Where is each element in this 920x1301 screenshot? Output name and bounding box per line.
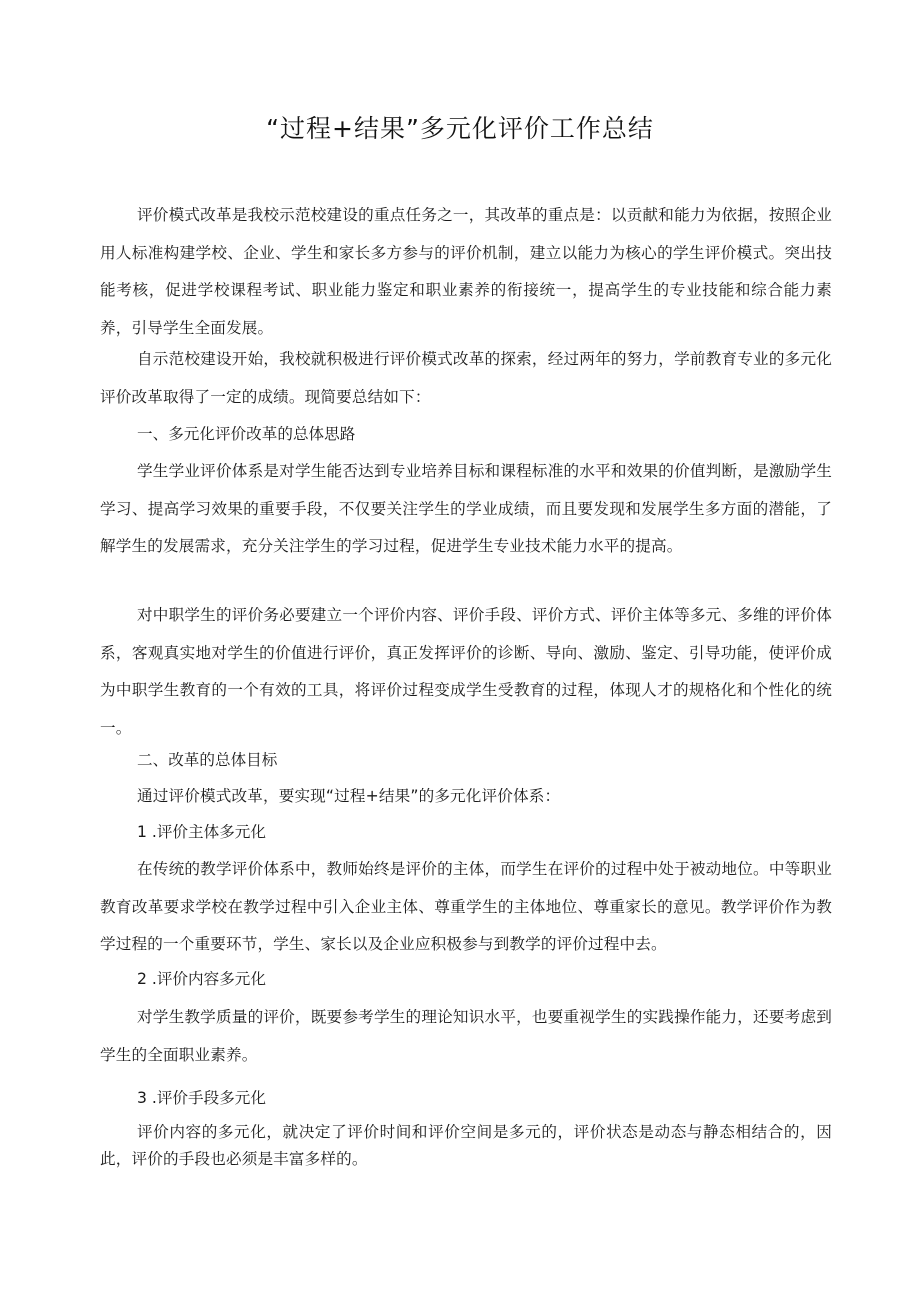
paragraph-section-2: 通过评价模式改革，要实现“过程+结果”的多元化评价体系： — [137, 787, 561, 805]
paragraph-overview: 自示范校建设开始，我校就积极进行评价模式改革的探索，经过两年的努力，学前教育专业的多元化评价改革取得了一定的成绩。现简要总结如下： — [100, 350, 832, 406]
paragraph-intro: 评价模式改革是我校示范校建设的重点任务之一，其改革的重点是：以贡献和能力为依据，按照企业用人标准构建学校、企业、学生和家长多方参与的评价机制，建立以能力为核心的学生评价模式。突出技能考核，促进学校课程考试、职业能力鉴定和职业素养的衔接统一，提高学生的专业技能和综合能力素养，引导学生全面发展。 — [100, 206, 832, 337]
section-heading-1: 一、多元化评价改革的总体思路 — [137, 425, 356, 443]
document-title: “过程+结果”多元化评价工作总结 — [266, 114, 654, 143]
section-heading-2: 二、改革的总体目标 — [137, 751, 278, 769]
paragraph-section-1b: 对中职学生的评价务必要建立一个评价内容、评价手段、评价方式、评价主体等多元、多维的评价体系，客观真实地对学生的价值进行评价，真正发挥评价的诊断、导向、激励、鉴定、引导功能，使评价成为中职学生教育的一个有效的工具，将评价过程变成学生受教育的过程，体现人才的规格化和个性化的统一。 — [100, 606, 832, 737]
subheading-3: 3 .评价手段多元化 — [137, 1089, 266, 1107]
subheading-1: 1 .评价主体多元化 — [137, 823, 266, 841]
subheading-2: 2 .评价内容多元化 — [137, 970, 266, 988]
paragraph-sub-1: 在传统的教学评价体系中，教师始终是评价的主体，而学生在评价的过程中处于被动地位。中等职业教育改革要求学校在教学过程中引入企业主体、尊重学生的主体地位、尊重家长的意见。教学评价作为教学过程的一个重要环节，学生、家长以及企业应积极参与到教学的评价过程中去。 — [100, 860, 832, 953]
paragraph-section-1a: 学生学业评价体系是对学生能否达到专业培养目标和课程标准的水平和效果的价值判断，是激励学生学习、提高学习效果的重要手段，不仅要关注学生的学业成绩，而且要发现和发展学生多方面的潜能，了解学生的发展需求，充分关注学生的学习过程，促进学生专业技术能力水平的提高。 — [100, 462, 832, 555]
paragraph-sub-2: 对学生教学质量的评价，既要参考学生的理论知识水平，也要重视学生的实践操作能力，还要考虑到学生的全面职业素养。 — [100, 1008, 832, 1064]
paragraph-sub-3: 评价内容的多元化，就决定了评价时间和评价空间是多元的，评价状态是动态与静态相结合的，因此，评价的手段也必须是丰富多样的。 — [100, 1123, 832, 1168]
